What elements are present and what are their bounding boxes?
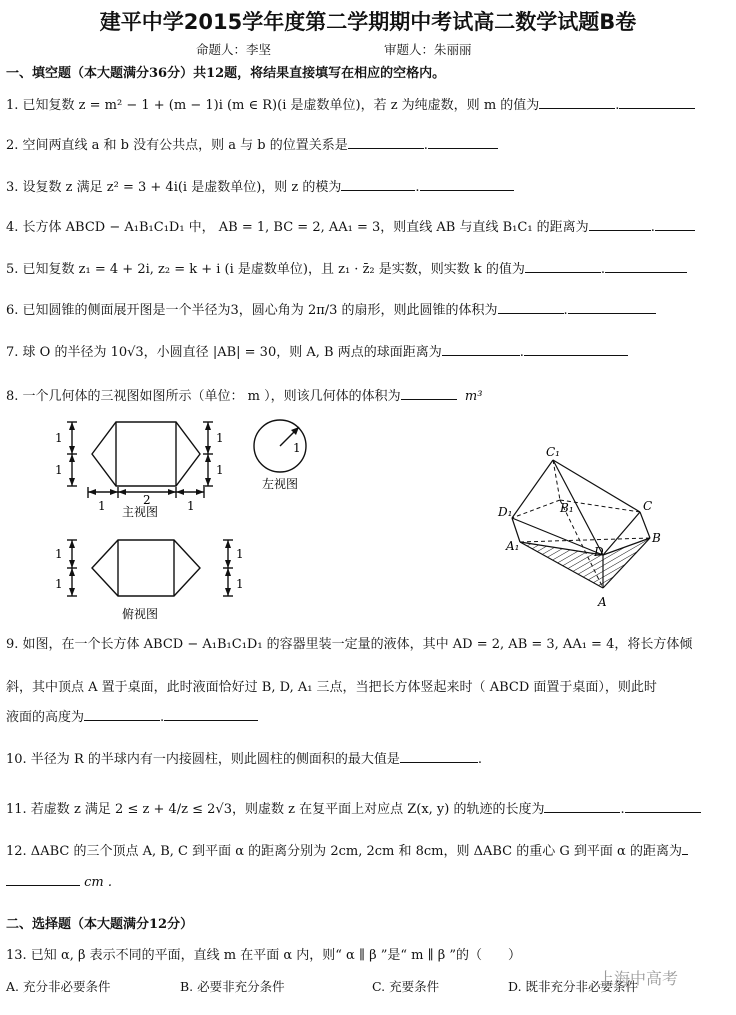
answer-blank[interactable] <box>498 301 564 314</box>
question-13: 13. 已知 α, β 表示不同的平面，直线 m 在平面 α 内，则“ α ∥ β ”是“ m ∥ β ”的（ ） <box>6 948 522 963</box>
answer-blank[interactable] <box>420 178 514 191</box>
vertex-label: B <box>652 531 661 545</box>
question-6: 6. 已知圆锥的侧面展开图是一个半径为3，圆心角为 2π/3 的扇形，则此圆锥的体积为 . <box>6 299 656 318</box>
answer-blank[interactable] <box>400 750 478 763</box>
vertex-label: C₁ <box>546 445 560 459</box>
page-title: 建平中学2015学年度第二学期期中考试高二数学试题B卷 <box>99 10 637 34</box>
answer-blank[interactable] <box>401 387 457 400</box>
front-view-label: 主视图 <box>122 505 159 519</box>
answer-blank[interactable] <box>524 343 628 356</box>
three-view-figure <box>40 412 340 624</box>
answer-blank[interactable] <box>164 708 258 721</box>
question-9-line-3: 液面的高度为 . <box>6 706 258 725</box>
setter: 命题人：李坚 <box>196 42 272 57</box>
answer-blank[interactable] <box>539 96 615 109</box>
question-4: 4. 长方体 ABCD − A₁B₁C₁D₁ 中， AB = 1, BC = 2, AA₁ = 3，则直线 AB 与直线 B₁C₁ 的距离为 . <box>6 216 695 235</box>
vertex-label: A₁ <box>506 539 520 553</box>
answer-blank[interactable] <box>428 136 498 149</box>
answer-blank[interactable] <box>525 260 601 273</box>
dim-label: 1 <box>55 431 63 445</box>
dim-label: 1 <box>55 547 63 561</box>
question-7: 7. 球 O 的半径为 10√3，小圆直径 |AB| = 30，则 A, B 两点的球面距离为 . <box>6 341 628 360</box>
question-12-line-2: cm . <box>6 873 112 890</box>
option-d[interactable]: D. 既非充分非必要条件 <box>508 979 639 994</box>
question-12-line-1: 12. ΔABC 的三个顶点 A, B, C 到平面 α 的距离分别为 2cm, 2cm 和 8cm，则 ΔABC 的重心 G 到平面 α 的距离为 <box>6 840 688 859</box>
question-5: 5. 已知复数 z₁ = 4 + 2i, z₂ = k + i (i 是虚数单位)，且 z₁ · z̄₂ 是实数，则实数 k 的值为 . <box>6 258 687 277</box>
dim-label: 1 <box>55 577 63 591</box>
dim-label: 1 <box>187 499 195 513</box>
section-1-heading: 一、填空题（本大题满分36分）共12题，将结果直接填写在相应的空格内。 <box>6 66 446 81</box>
option-c[interactable]: C. 充要条件 <box>372 979 440 994</box>
reviewer: 审题人：朱丽丽 <box>384 42 472 57</box>
question-2: 2. 空间两直线 a 和 b 没有公共点，则 a 与 b 的位置关系是 . <box>6 134 498 153</box>
top-view-hexagon <box>92 540 200 596</box>
dim-label: 1 <box>236 547 244 561</box>
answer-blank[interactable] <box>544 800 620 813</box>
answer-blank[interactable] <box>619 96 695 109</box>
answer-blank[interactable] <box>348 136 424 149</box>
radius-label: 1 <box>293 441 301 455</box>
dim-label: 1 <box>236 577 244 591</box>
question-1: 1. 已知复数 z = m² − 1 + (m − 1)i (m ∈ R)(i 是虚数单位)，若 z 为纯虚数，则 m 的值为 . <box>6 94 695 113</box>
answer-blank[interactable] <box>568 301 656 314</box>
answer-blank[interactable] <box>589 218 651 231</box>
option-b[interactable]: B. 必要非充分条件 <box>180 979 285 994</box>
dim-label: 1 <box>55 463 63 477</box>
vertex-label: B₁ <box>560 501 574 515</box>
question-9-line-1: 9. 如图，在一个长方体 ABCD − A₁B₁C₁D₁ 的容器里装一定量的液体，其中 AD = 2, AB = 3, AA₁ = 4，将长方体倾 <box>6 637 693 652</box>
dim-label: 2 <box>143 493 151 507</box>
dim-label: 1 <box>216 463 224 477</box>
vertex-label: D <box>594 545 604 559</box>
question-3: 3. 设复数 z 满足 z² = 3 + 4i(i 是虚数单位)，则 z 的模为 . <box>6 176 514 195</box>
answer-blank[interactable] <box>682 842 688 855</box>
dim-label: 1 <box>216 431 224 445</box>
answer-blank[interactable] <box>84 708 160 721</box>
question-8: 8. 一个几何体的三视图如图所示（单位： m ），则该几何体的体积为 m³ <box>6 389 483 404</box>
answer-blank[interactable] <box>6 873 80 886</box>
answer-blank[interactable] <box>442 343 520 356</box>
watermark: 上海中高考 <box>598 969 679 988</box>
left-view-label: 左视图 <box>262 477 299 491</box>
answer-blank[interactable] <box>605 260 687 273</box>
option-a[interactable]: A. 充分非必要条件 <box>6 979 111 994</box>
question-11: 11. 若虚数 z 满足 2 ≤ z + 4/z ≤ 2√3，则虚数 z 在复平面上对应点 Z(x, y) 的轨迹的长度为 . <box>6 798 701 817</box>
vertex-label: D₁ <box>498 505 513 519</box>
tilted-box-figure <box>490 440 690 620</box>
vertex-label: A <box>598 595 607 609</box>
answer-blank[interactable] <box>655 218 695 231</box>
answer-blank[interactable] <box>625 800 701 813</box>
front-view-hexagon <box>92 422 200 486</box>
section-2-heading: 二、选择题（本大题满分12分） <box>6 917 194 932</box>
top-view-label: 俯视图 <box>122 607 159 621</box>
question-10: 10. 半径为 R 的半球内有一内接圆柱，则此圆柱的侧面积的最大值是 . <box>6 752 483 767</box>
answer-blank[interactable] <box>341 178 415 191</box>
dim-label: 1 <box>98 499 106 513</box>
vertex-label: C <box>643 499 653 513</box>
question-9-line-2: 斜，其中顶点 A 置于桌面，此时液面恰好过 B, D, A₁ 三点，当把长方体竖起来时（ ABCD 面置于桌面），则此时 <box>6 680 657 695</box>
